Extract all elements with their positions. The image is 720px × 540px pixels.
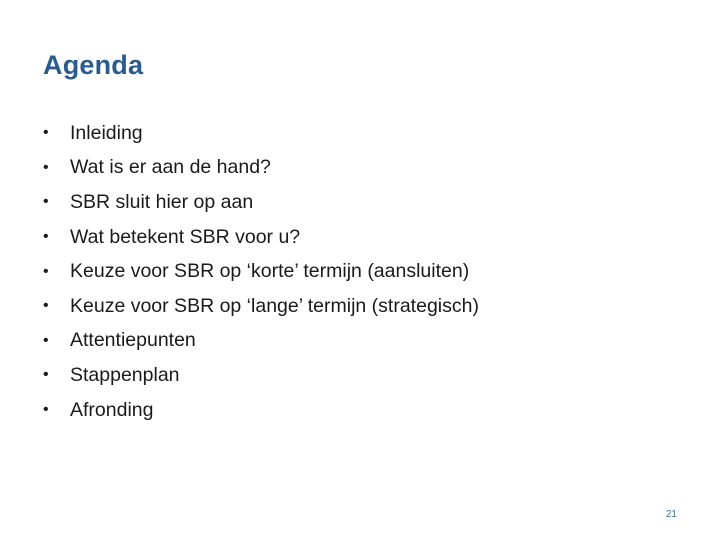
agenda-item <box>43 220 479 255</box>
agenda-item-label: Stappenplan <box>70 363 180 386</box>
bullet-icon: • <box>43 331 49 349</box>
bullet-icon: • <box>43 158 49 176</box>
bullet-icon: • <box>43 124 49 142</box>
bullet-icon: • <box>43 366 49 384</box>
agenda-item <box>43 324 479 359</box>
agenda-item-label: Inleiding <box>70 121 143 144</box>
agenda-item-label: Keuze voor SBR op ‘korte’ termijn (aansluiten) <box>70 260 470 283</box>
bullet-icon: • <box>43 262 49 280</box>
agenda-item <box>43 185 479 220</box>
agenda-item <box>43 254 479 289</box>
agenda-item-label: Keuze voor SBR op ‘lange’ termijn (strategisch) <box>70 294 479 317</box>
bullet-icon: • <box>43 401 49 419</box>
agenda-item <box>43 151 479 186</box>
agenda-item-label: Wat betekent SBR voor u? <box>70 225 301 248</box>
agenda-list <box>43 116 479 427</box>
agenda-item-label: Afronding <box>70 398 154 421</box>
slide-title: Agenda <box>43 50 144 80</box>
agenda-item-label: Attentiepunten <box>70 329 196 352</box>
agenda-item-label: SBR sluit hier op aan <box>70 190 254 213</box>
agenda-item <box>43 289 479 324</box>
agenda-item-label: Wat is er aan de hand? <box>70 156 271 179</box>
bullet-icon: • <box>43 228 49 246</box>
page-number: 21 <box>665 509 677 520</box>
bullet-icon: • <box>43 193 49 211</box>
bullet-icon: • <box>43 297 49 315</box>
agenda-item <box>43 116 479 151</box>
agenda-item <box>43 393 479 428</box>
agenda-item <box>43 358 479 393</box>
